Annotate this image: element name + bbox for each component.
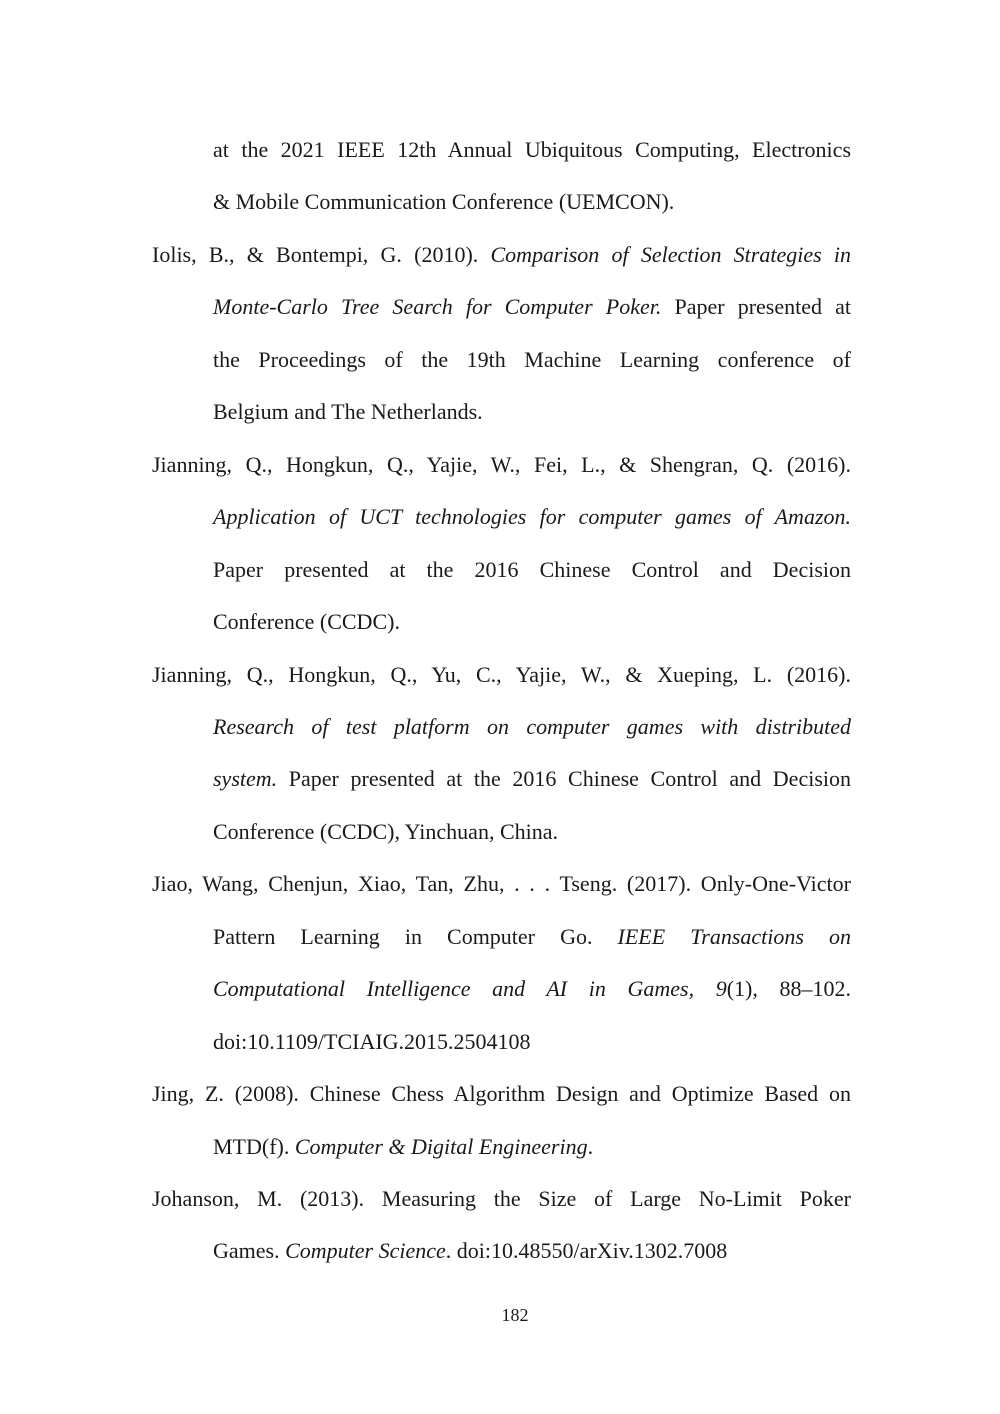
text: doi:10.1109/TCIAIG.2015.2504108 (213, 1028, 531, 1054)
reference-line (152, 1081, 851, 1107)
text: Jianning, Q., Hongkun, Q., Yajie, W., Fei, L., & Shengran, Q. (2016). (152, 451, 851, 477)
text: Paper presented at (661, 294, 852, 320)
text: Johanson, M. (2013). Measuring the Size of Large No-Limit Poker (152, 1186, 851, 1211)
text: Conference (CCDC), Yinchuan, China. (213, 818, 558, 844)
reference-line (213, 137, 851, 163)
italic-text: system. (213, 766, 278, 792)
text: . doi:10.48550/arXiv.1302.7008 (445, 1238, 728, 1264)
reference-line (152, 871, 851, 897)
text: Jiao, Wang, Chenjun, Xiao, Tan, Zhu, . . . Tseng. (2017). Only-One-Victor (152, 871, 851, 897)
reference-line (213, 399, 851, 425)
text: MTD(f). (213, 1133, 295, 1159)
text: & Mobile Communication Conference (UEMCON). (213, 189, 675, 215)
text: Paper presented at the 2016 Chinese Control and Decision (213, 556, 851, 582)
italic-text: Application of UCT technologies for computer games of Amazon. (213, 504, 851, 530)
italic-text: Computer & Digital Engineering (294, 1133, 588, 1159)
reference-line (213, 1238, 851, 1264)
text: Games. (213, 1238, 286, 1264)
page-number: 182 (501, 1305, 529, 1325)
reference-line (213, 924, 851, 950)
text: Pattern Learning in Computer Go. (213, 923, 618, 949)
reference-line (152, 662, 851, 688)
text: Belgium and The Netherlands. (213, 399, 483, 425)
text: at the 2021 IEEE 12th Annual Ubiquitous Computing, Electronics (213, 137, 851, 162)
reference-line (152, 1186, 851, 1212)
reference-line (213, 766, 851, 792)
italic-text: Computational Intelligence and AI in Games, 9 (213, 976, 727, 1002)
reference-line (213, 1029, 851, 1055)
reference-line (213, 294, 851, 320)
italic-text: IEEE Transactions on (617, 923, 851, 949)
text: the Proceedings of the 19th Machine Learning conference of (213, 346, 851, 372)
text: Jing, Z. (2008). Chinese Chess Algorithm Design and Optimize Based on (152, 1081, 851, 1107)
text: . (587, 1133, 594, 1159)
text: Paper presented at the 2016 Chinese Control and Decision (277, 766, 851, 792)
italic-text: Computer Science (285, 1238, 446, 1264)
text: Conference (CCDC). (213, 609, 400, 635)
reference-line (213, 189, 851, 215)
italic-text: Research of test platform on computer games with distributed (213, 713, 851, 739)
text: (1), 88–102. (726, 976, 851, 1002)
reference-line (213, 1134, 851, 1160)
reference-line (213, 347, 851, 373)
reference-line (152, 242, 851, 268)
reference-line (213, 976, 851, 1002)
italic-text: Monte-Carlo Tree Search for Computer Poker. (213, 294, 662, 320)
reference-line (213, 819, 851, 845)
reference-line (213, 557, 851, 583)
reference-line (213, 609, 851, 635)
reference-line (152, 452, 851, 478)
reference-line (213, 504, 851, 530)
text: Iolis, B., & Bontempi, G. (2010). (152, 241, 491, 267)
reference-line (213, 714, 851, 740)
italic-text: Comparison of Selection Strategies in (490, 241, 851, 267)
text: Jianning, Q., Hongkun, Q., Yu, C., Yajie, W., & Xueping, L. (2016). (152, 661, 851, 687)
